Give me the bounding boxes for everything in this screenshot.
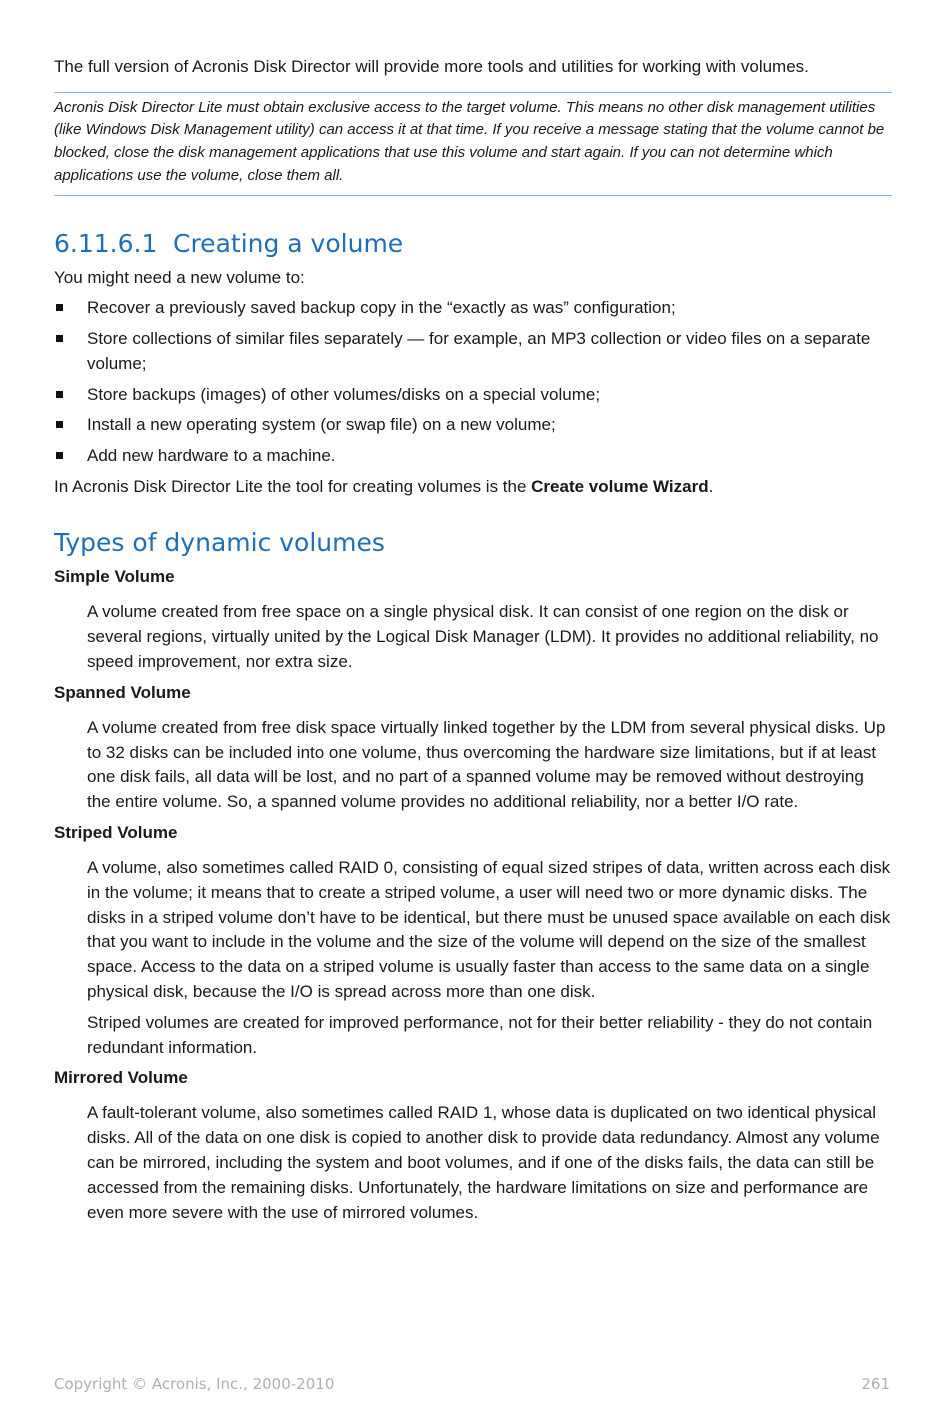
note-box: Acronis Disk Director Lite must obtain exclusive access to the target volume. This means no other disk management utilities (like Windows Disk Management utility) can access it at that time. If you receive a message stating that the volume cannot be blocked, close the disk management applications that use this volume and start again. If you can not determine which applications use the volume, close them all.	[54, 92, 892, 196]
list-item-text: Store collections of similar files separately — for example, an MP3 collection or video files on a separate volume;	[87, 328, 871, 373]
copyright-text: Copyright © Acronis, Inc., 2000-2010	[54, 1375, 335, 1393]
list-item	[54, 444, 892, 469]
types-heading: Types of dynamic volumes	[54, 528, 385, 558]
intro-paragraph: The full version of Acronis Disk Director will provide more tools and utilities for working with volumes.	[54, 57, 809, 76]
list-item	[54, 383, 892, 408]
volume-type-spanned	[54, 681, 892, 815]
bullet-square-icon	[56, 391, 63, 398]
wizard-name: Create volume Wizard	[531, 476, 709, 496]
bullet-square-icon	[56, 452, 63, 459]
section-heading	[54, 228, 892, 260]
term-definition: Striped volumes are created for improved performance, not for their better reliability - they do not contain redundant information.	[87, 1012, 873, 1057]
volume-type-simple	[54, 565, 892, 674]
bullet-square-icon	[56, 335, 63, 342]
section-number: 6.11.6.1	[54, 228, 158, 258]
bullet-square-icon	[56, 304, 63, 311]
tool-text: In Acronis Disk Director Lite the tool for creating volumes is the	[54, 476, 532, 496]
term-title: Spanned Volume	[54, 682, 191, 702]
list-item	[54, 413, 892, 438]
page-body	[54, 55, 892, 1225]
term-definition: A volume created from free space on a single physical disk. It can consist of one region on the disk or several regions, virtually united by the Logical Disk Manager (LDM). It provides no additional reliability, no speed improvement, nor extra size.	[87, 602, 879, 672]
page-number: 261	[861, 1375, 890, 1393]
page-footer	[54, 1375, 890, 1393]
list-item-text: Install a new operating system (or swap file) on a new volume;	[87, 415, 556, 435]
list-item-text: Add new hardware to a machine.	[87, 446, 336, 466]
list-item-text: Recover a previously saved backup copy in the “exactly as was” configuration;	[87, 298, 676, 318]
list-item	[54, 296, 892, 321]
term-title: Mirrored Volume	[54, 1068, 188, 1088]
lead-paragraph: You might need a new volume to:	[54, 267, 305, 287]
term-definition: A fault-tolerant volume, also sometimes called RAID 1, whose data is duplicated on two identical physical disks. All of the data on one disk is copied to another disk to provide data redundancy. Almost any volume can be mirrored, including the system and boot volumes, and if one of the disks fails, the data can still be accessed from the remaining disks. Unfortunately, the hardware limitations on size and performance are even more severe with the use of mirrored volumes.	[87, 1103, 880, 1222]
tool-paragraph	[54, 475, 892, 500]
volume-type-striped	[54, 821, 892, 1060]
list-item	[54, 327, 892, 377]
list-item-text: Store backups (images) of other volumes/disks on a special volume;	[87, 384, 601, 404]
term-definition: A volume, also sometimes called RAID 0, consisting of equal sized stripes of data, written across each disk in the volume; it means that to create a striped volume, a user will need two or more dynamic disks. The disks in a striped volume don’t have to be identical, but there must be unused space available on each disk that you want to include in the volume and the size of the volume will depend on the size of the smallest space. Access to the data on a striped volume is usually faster than access to the same data on a single physical disk, because the I/O is spread across more than one disk.	[87, 858, 891, 1002]
bullet-square-icon	[56, 421, 63, 428]
section-title: Creating a volume	[173, 228, 404, 258]
term-title: Striped Volume	[54, 823, 178, 843]
term-title: Simple Volume	[54, 567, 175, 587]
volume-type-mirrored	[54, 1066, 892, 1225]
reasons-list	[54, 296, 892, 469]
term-definition: A volume created from free disk space virtually linked together by the LDM from several physical disks. Up to 32 disks can be included into one volume, thus overcoming the hardware size limitations, but if at least one disk fails, all data will be lost, and no part of a spanned volume may be removed without destroying the entire volume. So, a spanned volume provides no additional reliability, nor a better I/O rate.	[87, 717, 886, 812]
tool-text-end: .	[708, 476, 714, 496]
